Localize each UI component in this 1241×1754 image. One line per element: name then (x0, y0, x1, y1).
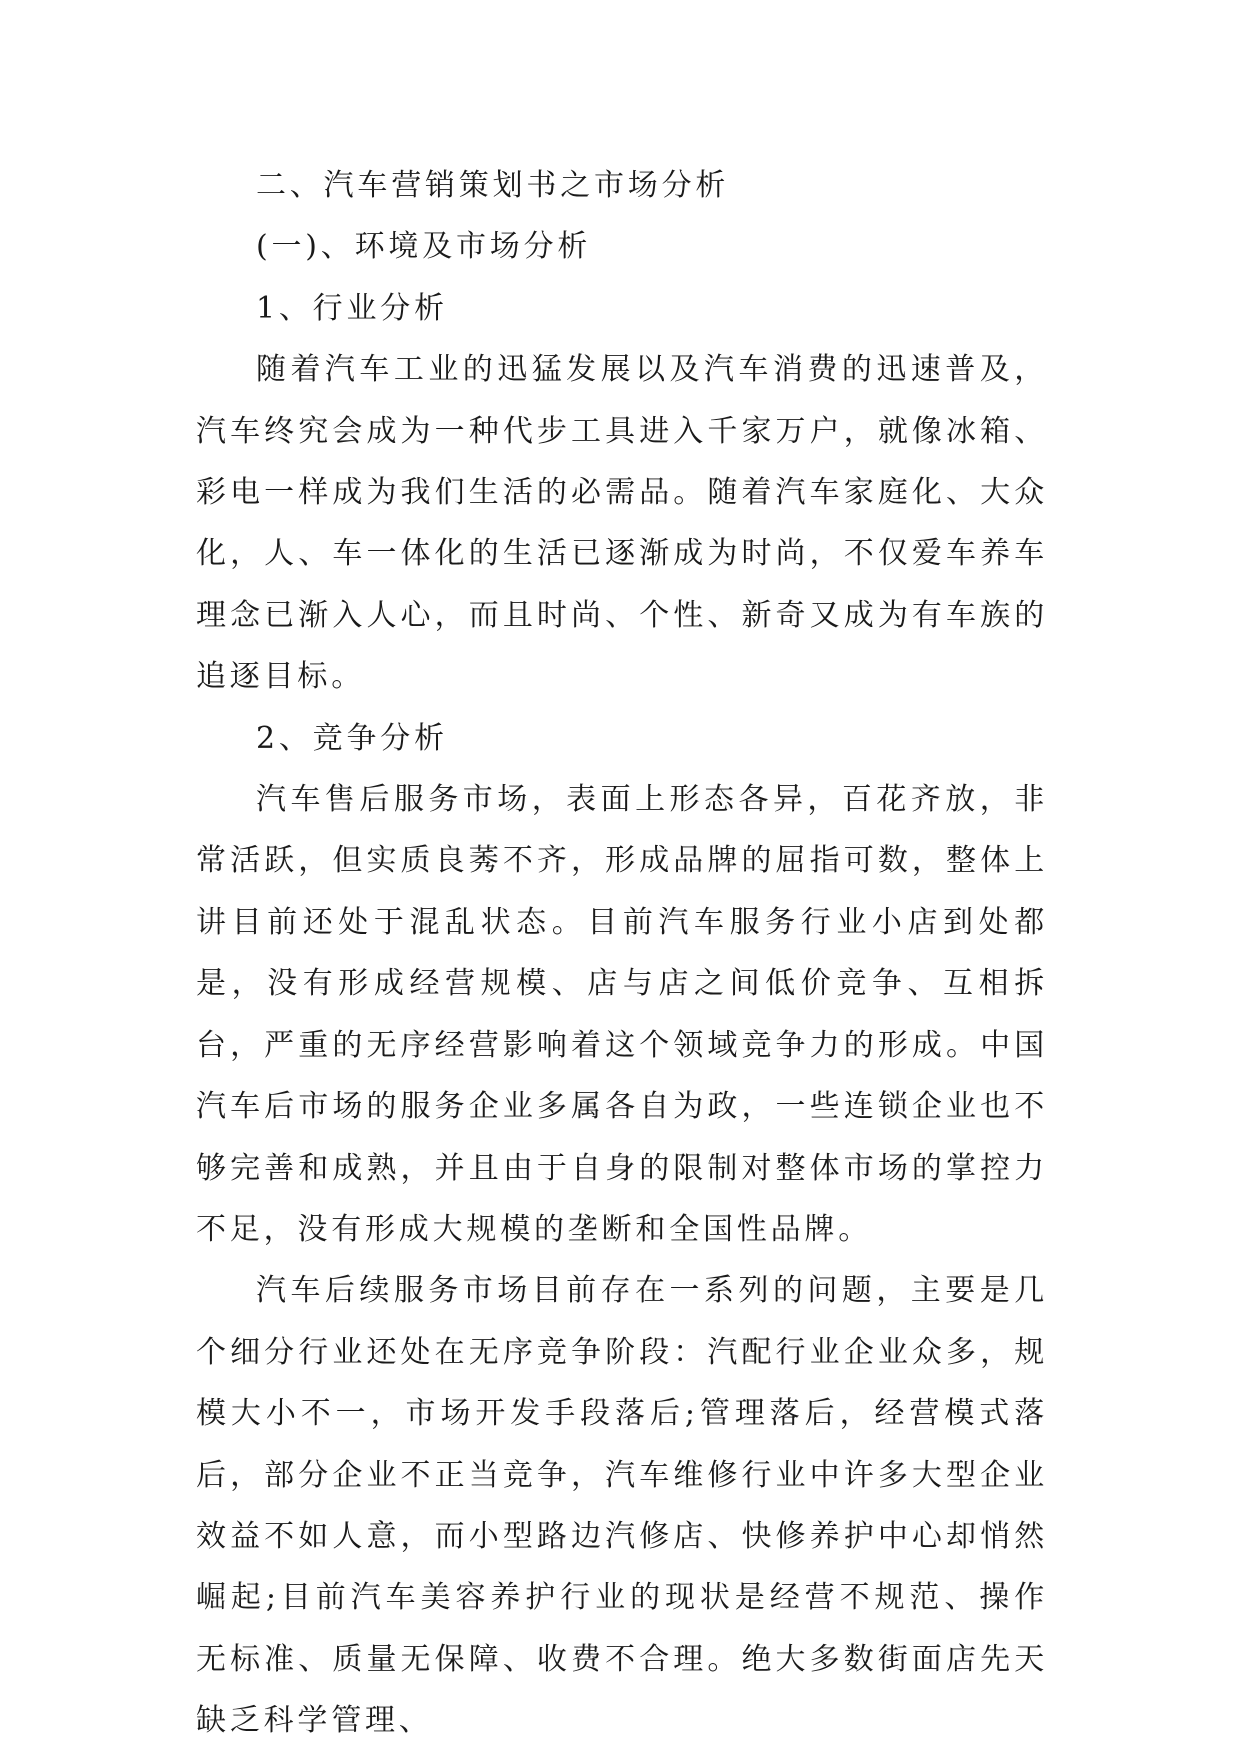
industry-analysis-paragraph: 随着汽车工业的迅猛发展以及汽车消费的迅速普及，汽车终究会成为一种代步工具进入千家万户，就像冰箱、彩电一样成为我们生活的必需品。随着汽车家庭化、大众化，人、车一体化的生活已逐渐成为时尚，不仅爱车养车理念已渐入人心，而且时尚、个性、新奇又成为有车族的追逐目标。 (196, 352, 1048, 695)
competition-analysis-paragraph-1: 汽车售后服务市场，表面上形态各异，百花齐放，非常活跃，但实质良莠不齐，形成品牌的屈指可数，整体上讲目前还处于混乱状态。目前汽车服务行业小店到处都是，没有形成经营规模、店与店之间低价竞争、互相拆台，严重的无序经营影响着这个领域竞争力的形成。中国汽车后市场的服务企业多属各自为政，一些连锁企业也不够完善和成熟，并且由于自身的限制对整体市场的掌控力不足，没有形成大规模的垄断和全国性品牌。 (196, 782, 1048, 1247)
competition-analysis-paragraph-2: 汽车后续服务市场目前存在一系列的问题，主要是几个细分行业还处在无序竞争阶段：汽配行业企业众多，规模大小不一，市场开发手段落后;管理落后，经营模式落后，部分企业不正当竞争，汽车维修行业中许多大型企业效益不如人意，而小型路边汽修店、快修养护中心却悄然崛起;目前汽车美容养护行业的现状是经营不规范、操作无标准、质量无保障、收费不合理。绝大多数街面店先天缺乏科学管理、 (196, 1273, 1048, 1739)
competition-analysis-title: 2、竞争分析 (256, 720, 448, 756)
section-heading: 二、汽车营销策划书之市场分析 (256, 168, 730, 203)
subsection-heading: (一)、环境及市场分析 (256, 229, 592, 265)
industry-analysis-title: 1、行业分析 (256, 290, 448, 326)
document-body (196, 155, 1048, 1752)
